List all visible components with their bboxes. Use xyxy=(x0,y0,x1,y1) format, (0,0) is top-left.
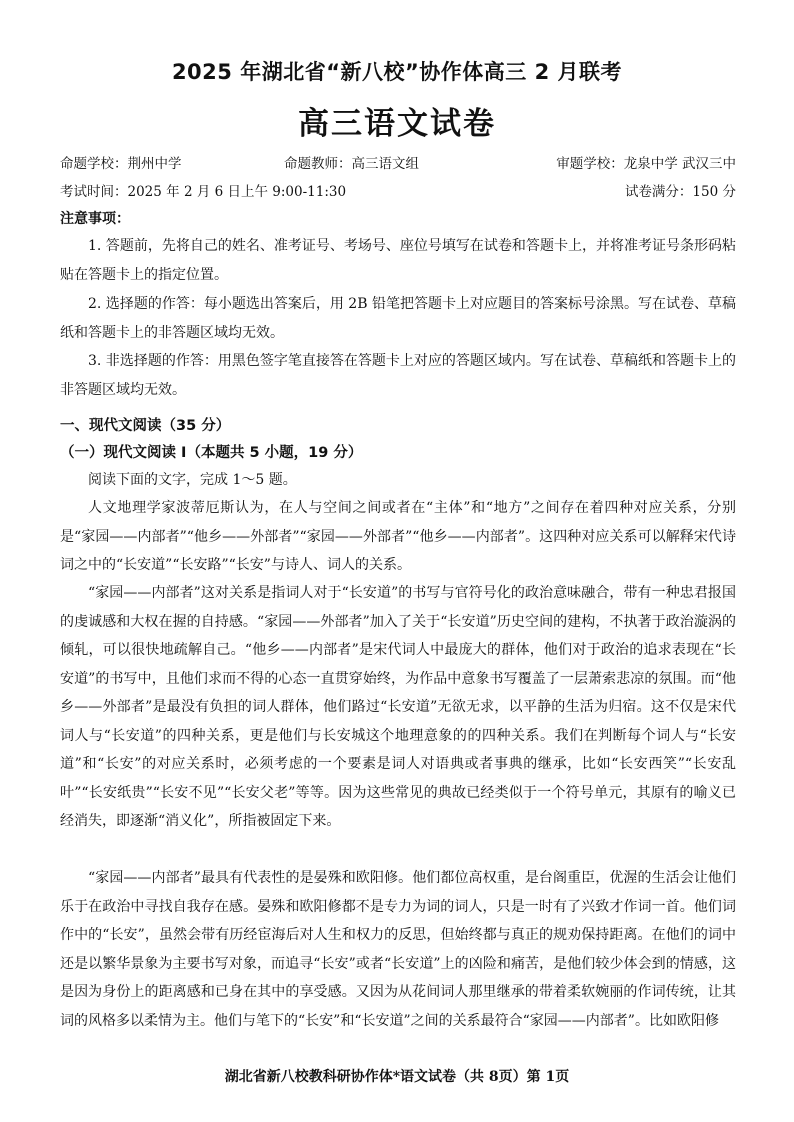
reviewer-school: 审题学校：龙泉中学 武汉三中 xyxy=(556,156,736,172)
subsection-heading: （一）现代文阅读 I（本题共 5 小题，19 分） xyxy=(60,445,363,461)
reading-instruction: 阅读下面的文字，完成 1～5 题。 xyxy=(88,472,297,488)
section-heading: 一、现代文阅读（35 分） xyxy=(60,418,231,434)
notice-item-2: 2. 选择题的作答：每小题选出答案后，用 2B 铅笔把答题卡上对应题目的答案标号涂黑。写在试卷、草稿纸和答题卡上的非答题区域均无效。 xyxy=(60,296,736,341)
passage-paragraph-1: 人文地理学家波蒂厄斯认为，在人与空间之间或者在“主体”和“地方”之间存在着四种对应关系，分别是“家园——内部者”“他乡——外部者”“家园——外部者”“他乡——内部者”。这四种对应关系可以解释宋代诗词之中的“长安道”“长安路”“长安”与诗人、词人的关系。 xyxy=(60,500,736,573)
exam-time: 考试时间：2025 年 2 月 6 日上午 9:00-11:30 xyxy=(60,184,347,200)
notice-heading: 注意事项： xyxy=(60,211,130,227)
meta-row-authors xyxy=(60,152,736,172)
paper-title: 高三语文试卷 xyxy=(298,106,496,142)
full-score: 试卷满分：150 分 xyxy=(624,184,736,200)
notice-item-1: 1. 答题前，先将自己的姓名、准考证号、考场号、座位号填写在试卷和答题卡上，并将准考证号条形码粘贴在答题卡上的指定位置。 xyxy=(60,238,736,283)
passage-paragraph-3: “家园——内部者”最具有代表性的是晏殊和欧阳修。他们都位高权重，是台阁重臣，优渥的生活会让他们乐于在政治中寻找自我存在感。晏殊和欧阳修都不是专力为词的词人，只是一时有了兴致才作词一首。他们词作中的“长安”，虽然会带有历经宦海后对人生和权力的反思，但始终都与真正的规劝保持距离。在他们的词中还是以繁华景象为主要书写对象，而追寻“长安”或者“长安道”上的凶险和痛苦，是他们较少体会到的情感，这是因为身份上的距离感和已身在其中的享受感。又因为从花间词人那里继承的带着柔软婉丽的作词传统，让其词的风格多以柔情为主。他们与笔下的“长安”和“长安道”之间的关系最符合“家园——内部者”。比如欧阳修 xyxy=(60,870,736,1029)
setter-school: 命题学校：荆州中学 xyxy=(60,156,182,172)
notice-item-3: 3. 非选择题的作答：用黑色签字笔直接答在答题卡上对应的答题区域内。写在试卷、草稿纸和答题卡上的非答题区域均无效。 xyxy=(60,353,736,398)
passage-paragraph-2: “家园——内部者”这对关系是指词人对于“长安道”的书写与官符号化的政治意味融合，带有一种忠君报国的虔诚感和大权在握的自持感。“家园——外部者”加入了关于“长安道”历史空间的建构，不执著于政治漩涡的倾轧，可以很快地疏解自己。“他乡——内部者”是宋代词人中最庞大的群体，他们对于政治的追求表现在“长安道”的书写中，且他们求而不得的心态一直贯穿始终，为作品中意象书写覆盖了一层萧索悲凉的氛围。而“他乡——外部者”是最没有负担的词人群体，他们路过“长安道”无欲无求，以平静的生活为归宿。这不仅是宋代词人与“长安道”的四种关系，更是他们与长安城这个地理意象的的四种关系。我们在判断每个词人与“长安道”和“长安”的对应关系时，必须考虑的一个要素是词人对语典或者事典的继承，比如“长安西笑”“长安乱叶”“长安纸贵”“长安不见”“长安父老”等等。因为这些常见的典故已经类似于一个符号单元，其原有的喻义已经消失，即逐渐“消义化”，所指被固定下来。 xyxy=(60,585,736,829)
setter-teacher: 命题教师：高三语文组 xyxy=(284,156,419,172)
page-footer: 湖北省新八校教科研协作体*语文试卷（共 8页）第 1页 xyxy=(224,1069,570,1085)
exam-title: 2025 年湖北省“新八校”协作体高三 2 月联考 xyxy=(171,60,623,84)
meta-row-time xyxy=(60,180,736,200)
